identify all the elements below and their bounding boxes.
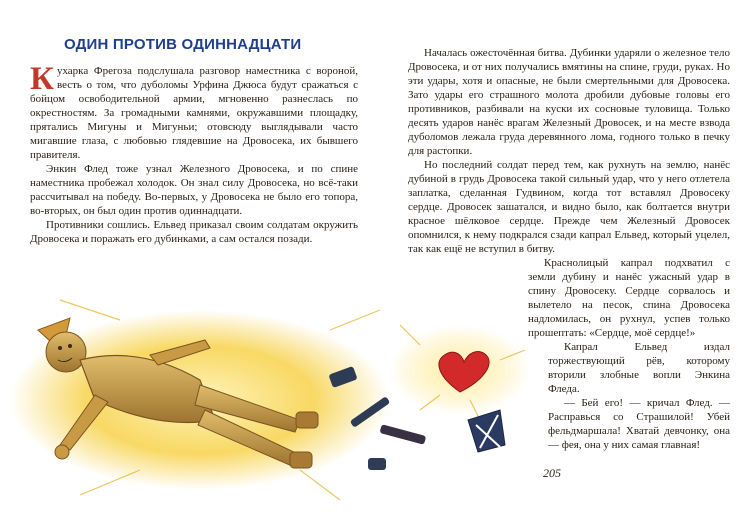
paragraph-1: [30, 61, 358, 162]
left-text-column: [30, 61, 358, 246]
paragraph-6: Краснолицый капрал подхватил с земли дубину и нанёс ужасный удар в спину Дровосеку. Сердце сорвалось и вылетело на песок, спина Дровосека надломилась, он рухнул, успев только прошептать: «Сердце, моё сердце!»: [528, 257, 730, 339]
right-page: [375, 0, 750, 512]
drop-cap: К: [30, 61, 54, 97]
paragraph-4: Началась ожесточённая битва. Дубинки ударяли о железное тело Дровосека, и от них получались вмятины на спине, груди, руках. Но эти удары, хотя и опасные, не были смертельными для Дровосека. Зато удары его страшного молота дробили дубовые головы его противников, разбивали на куски их сосновые туловища. Только десять ударов нанёс врагам Железный Дровосек, и на месте взвода дуболомов лежала груда деревянного лома, годного только в печку для растопки.: [408, 47, 730, 157]
paragraph-3: Противники сошлись. Ельвед приказал своим солдатам окружить Дровосека и поражать его дубинками, а сам остался позади.: [30, 219, 358, 245]
paragraph-5: Но последний солдат перед тем, как рухнуть на землю, нанёс дубиной в грудь Дровосека такой сильный удар, что у него отлетела заплатка, сделанная Гудвином, когда тот вставлял Дровосеку сердце. Дровосек зашатался, и видно было, как болтается внутри красное шёлковое сердце. Прежде чем Железный Дровосек опомнился, к нему подкрался сзади капрал Ельвед, который уцелел, так как ещё не вступил в битву.: [408, 159, 730, 255]
right-text-column: [408, 46, 730, 452]
paragraph-8: — Бей его! — кричал Флед. — Расправься со Страшилой! Убей фельдмаршала! Хватай девчонку, она — фея, она у них самая главная!: [548, 397, 730, 451]
paragraph-2: Энкин Флед тоже узнал Железного Дровосека, и по спине наместника пробежал холодок. Он знал силу Дровосека, но всё-таки рассчитывал на победу. Во-первых, у Дровосека не было его топора, во-вторых, он был один против одиннадцати.: [30, 163, 358, 217]
paragraph-7: Капрал Ельвед издал торжествующий рёв, которому вторили злобные вопли Энкина Фледа.: [548, 341, 730, 395]
chapter-title: ОДИН ПРОТИВ ОДИННАДЦАТИ: [64, 36, 302, 53]
paragraph-1-text: ухарка Фрегоза подслушала разговор наместника с вороной, весть о том, что дуболомы Урфина Джюса будут сражаться с бойцом освободительной армии, мгновенно разнеслась по окрестностям. За громадными камнями, окружавшими площадку, прятались Мигуны и Мигуньи; отовсюду выглядывали часто мигавшие глаза, с любовью глядевшие на Дровосека, их бывшего правителя.: [30, 65, 358, 161]
page-number: 205: [543, 466, 561, 480]
